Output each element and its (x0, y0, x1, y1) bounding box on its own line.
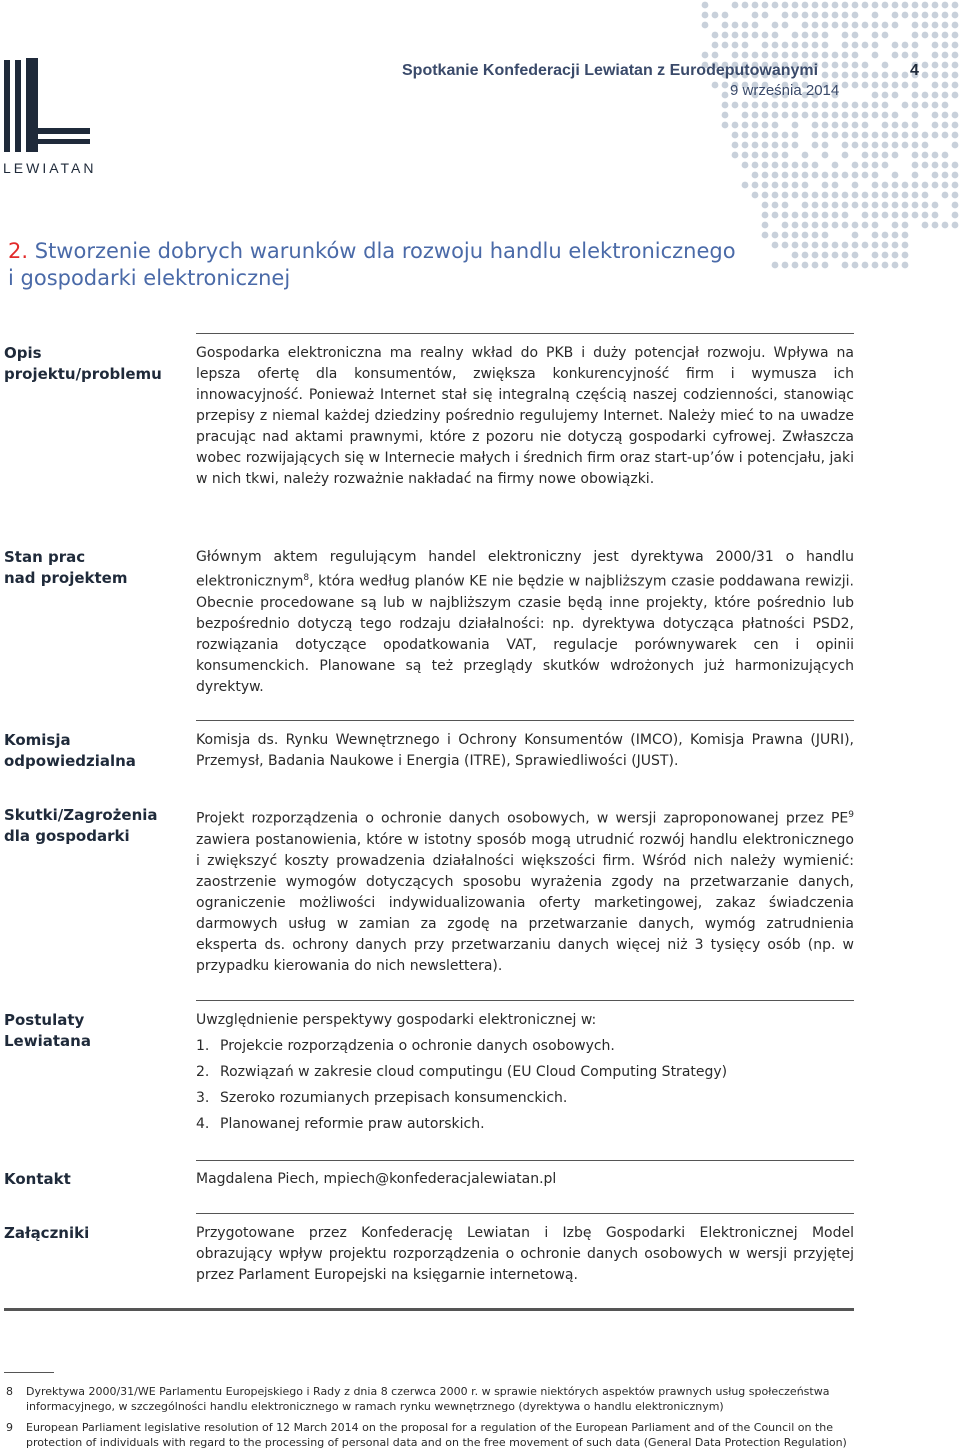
row-label-skutki: Skutki/Zagrożenia dla gospodarki (4, 806, 158, 845)
row-label-komisja: Komisja odpowiedzialna (4, 731, 136, 770)
row-text-skutki: Projekt rozporządzenia o ochronie danych osobowych, w wersji zaproponowanej przez $PE^9$ zawiera postanowienia, które w istotny sposób mogą utrudnić rozwój handlu elektronicznego i zwiększyć koszty prowadzenia działalności większości firm. Wśród nich należy wymienić: zaostrzenie wymogów dotyczących sposobu wyrażenia zgody na przetwarzanie danych, ograniczenie możliwości indywidualizowania oferty marketingowej, zakaz świadczenia darmowych usług w zamian za zgodę na przetwarzanie danych, wymóg zatrudnienia eksperta ds. ochrony danych przy przetwarzaniu danych więcej niż 3 tysięcy osób (np. w przypadku kierowania do nich newslettera). (196, 810, 854, 974)
table-bottom-rule (4, 1308, 854, 1311)
row-label-stan-prac: Stan prac nad projektem (4, 548, 128, 587)
section-number: 2. (8, 239, 29, 263)
row-divider (196, 720, 854, 721)
logo-wordmark: LEWIATAN (3, 160, 97, 176)
lewiatan-logo-icon (4, 58, 94, 152)
row-text-postulaty (196, 1010, 854, 1135)
row-divider (196, 1000, 854, 1001)
row-text-opis: Gospodarka elektroniczna ma realny wkład do PKB i duży potencjał rozwoju. Wpływa na lepsza ofertę dla konsumentów, zwiększa konkurencyjność firm i wymusza ich innowacyjność. Ponieważ Internet stał się integralną częścią naszej codzienności, stanowiąc przepisy z niemal każdej dziedziny pośrednio regulujemy Internet. Należy mieć to na uwadze pracując nad aktami prawnymi, które z pozoru nie dotyczą gospodarki cyfrowej. Zwłaszcza wobec rozwijających się w Internecie małych i średnich firm oraz start-up’ów i potencjału, jaki w nich tkwi, należy rozważnie nakładać na firmy nowe obowiązki. (196, 345, 854, 487)
section-title (8, 238, 848, 292)
row-text-stan-prac: Głównym aktem regulującym handel elektroniczny jest dyrektywa 2000/31 o handlu elektronicznym$^8$, która według planów KE nie będzie w najbliższym czasie poddawana rewizji. Obecnie procedowane są lub w najbliższym czasie będą inne projekty, które pośrednio lub bezpośrednio dotyczą tego rodzaju działalności: np. dyrektywa dotycząca płatności PSD2, rozwiązania dotyczące opodatkowania VAT, regulacje porównywarek cen i opinii konsumenckich. Planowane są też przeglądy skutków wdrożonych już harmonizujących dyrektyw. (196, 549, 854, 695)
footnote-9-number: 9 (6, 1421, 13, 1434)
row-divider (196, 1160, 854, 1161)
row-divider (196, 1213, 854, 1214)
row-divider (196, 333, 854, 334)
header-title: Spotkanie Konfederacji Lewiatan z Eurodeputowanymi (402, 62, 819, 79)
europe-dot-map-icon (660, 0, 960, 270)
list-item: 4. Planowanej reformie praw autorskich. (196, 1116, 485, 1132)
footnote-separator (4, 1372, 54, 1373)
row-text-zalaczniki: Przygotowane przez Konfederację Lewiatan i Izbę Gospodarki Elektronicznej Model obrazujący wpływ projektu rozporządzenia o ochronie danych osobowych w wersji przyjętej przez Parlament Europejski na księgarnie internetową. (196, 1225, 854, 1283)
footnote-9: European Parliament legislative resolution of 12 March 2014 on the proposal for a regulation of the European Parliament and of the Council on the protection of individuals with regard to the processing of personal data and on the free movement of such data (General Data Protection Regulation) (26, 1421, 847, 1449)
row-text-komisja: Komisja ds. Rynku Wewnętrznego i Ochrony Konsumentów (IMCO), Komisja Prawna (JURI), Przemysł, Badania Naukowe i Energia (ITRE), Sprawiedliwości (JUST). (196, 732, 854, 769)
list-item: 3. Szeroko rozumianych przepisach konsumenckich. (196, 1090, 568, 1106)
footnote-8: Dyrektywa 2000/31/WE Parlamentu Europejskiego i Rady z dnia 8 czerwca 2000 r. w sprawie niektórych aspektów prawnych usług społeczeństwa informacyjnego, w szczególności handlu elektronicznego w ramach rynku wewnętrznego (dyrektywa o handlu elektronicznym) (26, 1385, 830, 1413)
section-title-line2: i gospodarki elektronicznej (8, 266, 291, 290)
header-date: 9 września 2014 (730, 82, 840, 99)
section-title-line1: Stworzenie dobrych warunków dla rozwoju handlu elektronicznego (34, 239, 736, 263)
footnote-ref-9[interactable]: 9 (848, 810, 854, 820)
row-label-zalaczniki: Załączniki (4, 1224, 90, 1242)
row-label-kontakt: Kontakt (4, 1170, 71, 1188)
list-item: 2. Rozwiązań w zakresie cloud computingu (EU Cloud Computing Strategy) (196, 1064, 728, 1080)
row-label-postulaty: Postulaty Lewiatana (4, 1011, 91, 1050)
page-number: 4 (910, 62, 919, 79)
postulaty-intro: Uwzględnienie perspektywy gospodarki elektronicznej w: (196, 1012, 597, 1028)
postulaty-list (196, 1036, 854, 1135)
row-label-opis: Opis projektu/problemu (4, 344, 162, 383)
row-text-kontakt[interactable]: Magdalena Piech, mpiech@konfederacjalewiatan.pl (196, 1171, 557, 1187)
footnote-ref-8[interactable]: 8 (303, 573, 310, 583)
footnote-8-number: 8 (6, 1385, 13, 1398)
list-item: 1. Projekcie rozporządzenia o ochronie danych osobowych. (196, 1038, 615, 1054)
